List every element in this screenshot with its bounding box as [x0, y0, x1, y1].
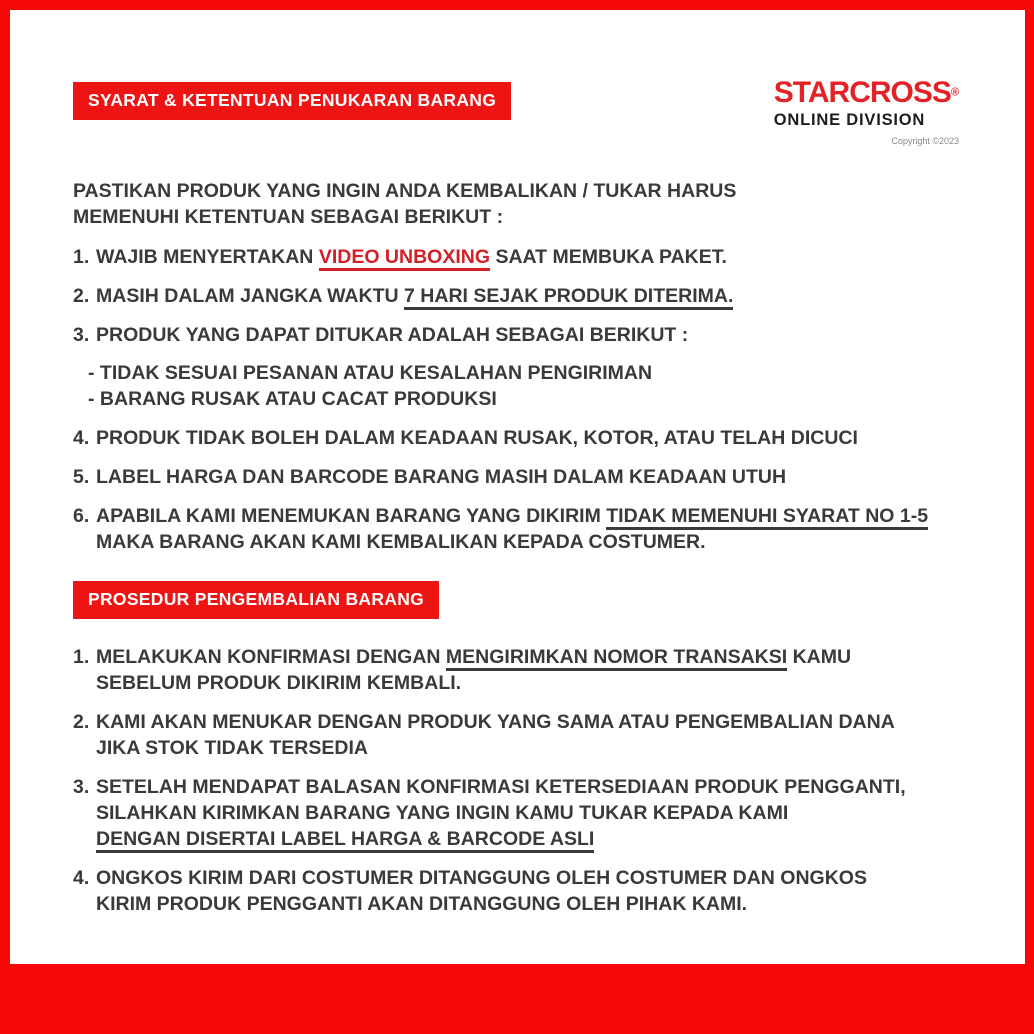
item-text: [96, 503, 959, 555]
item-text-segment: MAKA BARANG AKAN KAMI KEMBALIKAN KEPADA COSTUMER.: [96, 531, 706, 553]
procedure-item-1: [73, 644, 959, 696]
terms-section-badge: [73, 82, 511, 120]
item-text: [96, 774, 959, 852]
item-text: [96, 283, 959, 309]
procedure-header-row: [73, 581, 959, 619]
item-text: [96, 244, 959, 270]
frame-right-edge: [1025, 0, 1034, 1034]
highlighted-term: VIDEO UNBOXING: [319, 246, 490, 271]
item-text-segment: KAMI AKAN MENUKAR DENGAN PRODUK YANG SAMA ATAU PENGEMBALIAN DANA: [96, 711, 895, 733]
item-number: 1.: [73, 646, 90, 668]
item-text-segment: APABILA KAMI MENEMUKAN BARANG YANG DIKIRIM: [96, 505, 601, 527]
item-number: 4.: [73, 427, 90, 449]
terms-item-2: [73, 283, 959, 309]
brand-logo: [774, 78, 959, 146]
item-number: 2.: [73, 711, 90, 733]
item-text: [96, 865, 959, 917]
intro-paragraph: [73, 178, 959, 230]
terms-item-5: [73, 464, 959, 490]
brand-name: STARCROSS: [773, 76, 951, 109]
procedure-list: [73, 644, 959, 917]
underlined-term: MENGIRIMKAN NOMOR TRANSAKSI: [446, 646, 787, 671]
sub-bullet-2: - BARANG RUSAK ATAU CACAT PRODUKSI: [88, 388, 497, 410]
item-number: 1.: [73, 246, 90, 268]
brand-division: ONLINE DIVISION: [773, 111, 926, 129]
item-text-segment: ONGKOS KIRIM DARI COSTUMER DITANGGUNG OLEH COSTUMER DAN ONGKOS: [96, 867, 867, 889]
underlined-term: TIDAK MEMENUHI SYARAT NO 1-5: [606, 505, 928, 530]
underlined-term: DENGAN DISERTAI LABEL HARGA & BARCODE ASLI: [96, 828, 594, 853]
item-text: [96, 709, 959, 761]
item-text: [96, 644, 959, 696]
item-text-segment: KAMU: [792, 646, 852, 668]
item-text-segment: MASIH DALAM JANGKA WAKTU: [96, 285, 399, 307]
terms-section-title: SYARAT & KETENTUAN PENUKARAN BARANG: [88, 90, 497, 110]
terms-item-6: [73, 503, 959, 555]
procedure-item-2: [73, 709, 959, 761]
item-text-segment: WAJIB MENYERTAKAN: [96, 246, 314, 268]
registered-mark-icon: ®: [950, 86, 959, 99]
item-text-segment: LABEL HARGA DAN BARCODE BARANG MASIH DALAM KEADAAN UTUH: [96, 466, 787, 488]
footer-red-band: [0, 964, 1034, 1034]
sub-bullet-1: - TIDAK SESUAI PESANAN ATAU KESALAHAN PENGIRIMAN: [88, 362, 653, 384]
item-text: [96, 425, 959, 451]
item-text-segment: PRODUK YANG DAPAT DITUKAR ADALAH SEBAGAI BERIKUT :: [96, 324, 689, 346]
terms-item-4: [73, 425, 959, 451]
header-row: [73, 76, 959, 146]
item-number: 6.: [73, 505, 90, 527]
sub-bullet-list: [88, 360, 959, 412]
procedure-section-title: PROSEDUR PENGEMBALIAN BARANG: [88, 589, 425, 609]
item-text-segment: JIKA STOK TIDAK TERSEDIA: [96, 737, 368, 759]
item-text-segment: MELAKUKAN KONFIRMASI DENGAN: [96, 646, 441, 668]
intro-line-1: PASTIKAN PRODUK YANG INGIN ANDA KEMBALIKAN / TUKAR HARUS: [73, 180, 737, 202]
content-area: [10, 10, 1025, 964]
item-text-segment: KIRIM PRODUK PENGGANTI AKAN DITANGGUNG OLEH PIHAK KAMI.: [96, 893, 748, 915]
procedure-item-3: [73, 774, 959, 852]
item-text-segment: SETELAH MENDAPAT BALASAN KONFIRMASI KETERSEDIAAN PRODUK PENGGANTI,: [96, 776, 906, 798]
underlined-term: 7 HARI SEJAK PRODUK DITERIMA.: [404, 285, 733, 310]
item-text: [96, 464, 959, 490]
procedure-item-4: [73, 865, 959, 917]
item-text: [88, 322, 959, 412]
terms-list: [73, 244, 959, 555]
frame-left-edge: [0, 0, 10, 1034]
procedure-section-badge: [73, 581, 439, 619]
intro-line-2: MEMENUHI KETENTUAN SEBAGAI BERIKUT :: [73, 206, 504, 228]
item-number: 2.: [73, 285, 90, 307]
frame-top-edge: [0, 0, 1034, 10]
terms-item-1: [73, 244, 959, 270]
item-text-segment: SILAHKAN KIRIMKAN BARANG YANG INGIN KAMU TUKAR KEPADA KAMI: [96, 802, 789, 824]
item-number: 4.: [73, 867, 90, 889]
item-number: 3.: [73, 776, 90, 798]
copyright-text: Copyright ©2023: [891, 136, 959, 146]
item-text-segment: SAAT MEMBUKA PAKET.: [495, 246, 727, 268]
item-text-segment: PRODUK TIDAK BOLEH DALAM KEADAAN RUSAK, KOTOR, ATAU TELAH DICUCI: [96, 427, 858, 449]
brand-line: [774, 78, 959, 108]
item-number: 3.: [73, 324, 90, 346]
item-number: 5.: [73, 466, 90, 488]
item-text-segment: SEBELUM PRODUK DIKIRIM KEMBALI.: [96, 672, 462, 694]
terms-item-3: [73, 322, 959, 412]
